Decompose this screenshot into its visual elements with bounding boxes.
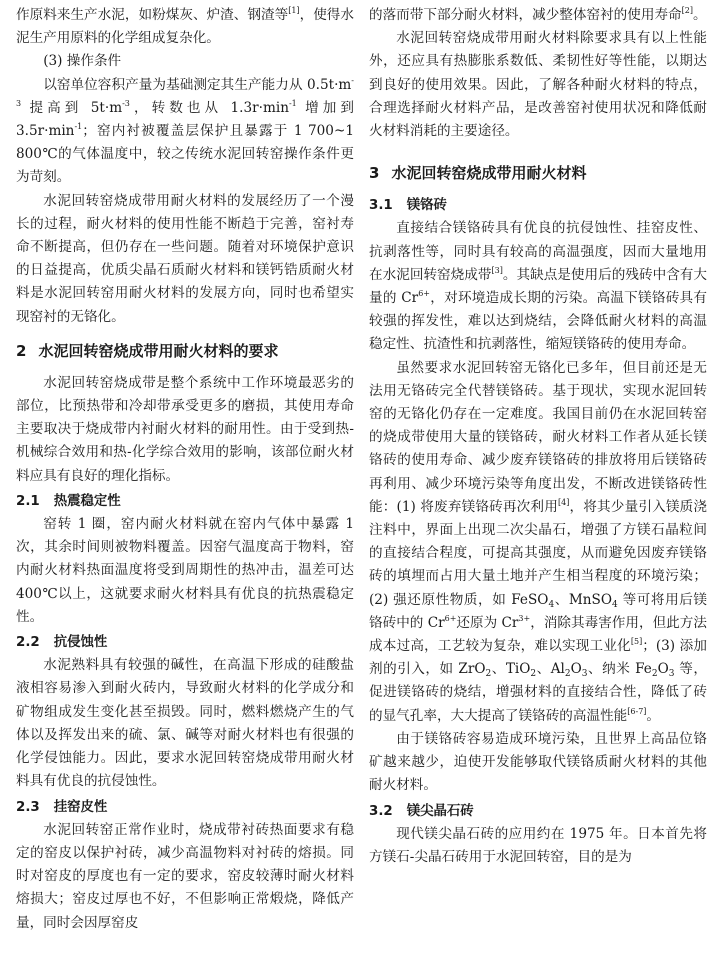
superscript: [1] bbox=[288, 6, 300, 15]
section-title: 镁铬砖 bbox=[406, 198, 447, 214]
paragraph-continued: 的落而带下部分耐火材料，减少整体窑衬的使用寿命[2]。 bbox=[369, 6, 707, 23]
section-number: 2 bbox=[16, 341, 27, 360]
subscript: 2 bbox=[564, 669, 571, 680]
section-title: 挂窑皮性 bbox=[53, 799, 108, 815]
section-number: 2.3 bbox=[16, 799, 40, 815]
paragraph-development: 水泥回转窑烧成带用耐火材料的发展经历了一个漫长的过程，耐火材料的使用性能不断趋于完善，窑衬寿命不断提高，但仍存在一些问题。随着对环境保护意识的日益提高，优质尖晶石质耐火材料和镁钙锆质耐火材料是水泥回转窑用耐火材料的发展方向，同时也希望实现窑衬的无铬化。 bbox=[16, 192, 354, 325]
superscript: -1 bbox=[288, 98, 297, 108]
superscript: -3 bbox=[16, 75, 354, 108]
right-column bbox=[369, 4, 707, 869]
section-title: 热震稳定性 bbox=[53, 493, 121, 509]
paragraph-section-3-1: 直接结合镁铬砖具有优良的抗侵蚀性、挂窑皮性、抗剥落性等，同时具有较高的高温强度，因而大量地用在水泥回转窑烧成带[3]。其缺点是使用后的残砖中含有大量的 $Cr^{6+}$，对环境造成长期的污染。高温下镁铬砖具有较强的挥发性，难以达到烧结，会降低耐火材料的高温稳定性、抗渣性和抗剥落性，缩短镁铬砖的使用寿命。 bbox=[369, 220, 708, 353]
section-title: 抗侵蚀性 bbox=[53, 635, 108, 651]
subscript: 4 bbox=[612, 599, 618, 610]
superscript: [6-7] bbox=[627, 706, 647, 716]
section-title: 镁尖晶石砖 bbox=[406, 803, 474, 819]
superscript: 6+ bbox=[418, 289, 430, 299]
section-3-1-heading bbox=[369, 194, 707, 217]
section-number: 3.1 bbox=[369, 198, 393, 214]
item-3-title: (3) 操作条件 bbox=[43, 53, 122, 70]
section-number: 3 bbox=[369, 164, 380, 183]
subscript: 3 bbox=[581, 669, 588, 680]
section-title: 水泥回转窑烧成带用耐火材料的要求 bbox=[38, 341, 279, 360]
paragraph-operation-conditions: 以窑单位容积产量为基础测定其生产能力从 $0.5t\cdot m^{-3}$ 提高到 $5t\cdot m^{-3}$，转数也从 $1.3r\cdot\min^{-1}$ 增加到 $3.5r\cdot\min^{-1}$；窑内衬被覆盖层保护且暴露于 1 700~1 800℃的气体温度中，较之传统水泥回转窑操作条件更为苛刻。 bbox=[16, 75, 354, 186]
subscript: 3 bbox=[668, 669, 675, 680]
section-title: 水泥回转窑烧成带用耐火材料 bbox=[391, 164, 587, 183]
section-2-2-heading bbox=[16, 631, 354, 654]
section-3-heading bbox=[369, 161, 707, 185]
paragraph-section-2: 水泥回转窑烧成带是整个系统中工作环境最恶劣的部位，比预热带和冷却带承受更多的磨损，其使用寿命主要取决于烧成带内衬耐火材料的耐用性。由于受到热-机械综合效用和热-化学综合效用的影响，该部位耐火材料应具有良好的理化指标。 bbox=[16, 374, 354, 484]
paragraph-section-2-1: 窑转 1 圈，窑内耐火材料就在窑内气体中暴露 1 次，其余时间则被物料覆盖。因窑气温度高于物料，窑内耐火材料热面温度将受到周期性的热冲击，温差可达 400℃以上，这就要求耐火材料具有优良的抗热震稳定性。 bbox=[16, 516, 354, 625]
paragraph-requirements: 水泥回转窑烧成带用耐火材料除要求具有以上性能外，还应具有热膨胀系数低、柔韧性好等性能，以期达到良好的使用效果。因此，了解各种耐火材料的特点，合理选择耐火材料产品，是改善窑衬使用状况和降低耐火材料消耗的主要途径。 bbox=[369, 30, 707, 140]
paragraph-section-3-1-c: 由于镁铬砖容易造成环境污染，且世界上高品位铬矿越来越少，迫使开发能够取代镁铬质耐火材料的其他耐火材料。 bbox=[369, 730, 707, 794]
paragraph-intro: 作原料来生产水泥，如粉煤灰、炉渣、钢渣等[1]，使得水泥生产用原料的化学组成复杂化。 bbox=[16, 6, 355, 47]
superscript: -1 bbox=[74, 122, 83, 132]
superscript: [5] bbox=[630, 637, 643, 647]
superscript: 6+ bbox=[444, 613, 457, 623]
superscript: 3+ bbox=[518, 613, 531, 623]
section-number: 2.2 bbox=[16, 635, 40, 651]
paragraph-section-2-2: 水泥熟料具有较强的碱性，在高温下形成的硅酸盐液相容易渗入到耐火砖内，导致耐火材料的化学成分和矿物组成发生变化甚至损毁。同时，燃料燃烧产生的气体以及挥发出来的硫、氯、碱等对耐火材料也有很强的化学侵蚀能力。因此，要求水泥回转窑烧成带用耐火材料具有优良的抗侵蚀性。 bbox=[16, 657, 354, 790]
section-number: 2.1 bbox=[16, 493, 40, 509]
paragraph-section-2-3: 水泥回转窑正常作业时，烧成带衬砖热面要求有稳定的窑皮以保护衬砖，减少高温物料对衬砖的熔损。同时对窑皮的厚度也有一定的要求，窑皮较薄时耐火材料熔损大；窑皮过厚也不好，不但影响正常煅烧，降低产量，同时会因厚窑皮 bbox=[16, 821, 354, 931]
section-number: 3.2 bbox=[369, 803, 393, 819]
section-3-2-heading bbox=[369, 800, 707, 823]
superscript: -3 bbox=[122, 98, 130, 108]
subscript: 2 bbox=[530, 669, 537, 680]
subscript: 2 bbox=[651, 669, 658, 680]
section-2-3-heading bbox=[16, 796, 354, 819]
superscript: [2] bbox=[681, 6, 693, 15]
subscript: 4 bbox=[548, 599, 555, 610]
section-2-heading bbox=[16, 339, 354, 363]
paragraph-section-3-2: 现代镁尖晶石砖的应用约在 1975 年。日本首先将方镁石-尖晶石砖用于水泥回转窑，目的是为 bbox=[369, 825, 707, 865]
subscript: 2 bbox=[485, 669, 492, 680]
section-2-1-heading bbox=[16, 490, 354, 513]
paragraph-section-3-1-b: 虽然要求水泥回转窑无铬化已多年，但目前还是无法用无铬砖完全代替镁铬砖。基于现状，实现水泥回转窑的无铬化仍存在一定难度。我国目前仍在水泥回转窑的烧成带使用大量的镁铬砖，耐火材料工作者从延长镁铬砖的使用寿命、减少废弃镁铬砖的排放将用后镁铬砖再利用、减少环境污染等角度出发，不断改进镁铬砖性能：(1) 将废弃镁铬砖再次利用[4]，将其少量引入镁质浇注料中，界面上出现二次尖晶石，增强了方镁石晶粒间的直接结合程度，可提高其强度，从而避免因废弃镁铬砖的填埋而占用大量土地并产生相当程度的环境污染；(2) 强还原性物质，如 FeSO$_4$、MnSO$_4$ 等可将用后镁铬砖中的 $Cr^{6+}$还原为 $Cr^{3+}$，消除其毒害作用，但此方法成本过高，工艺较为复杂，难以实现工业化[5]；(3) 添加剂的引入，如 ZrO$_2$、TiO$_2$、$Al_2O_3$、纳米 $Fe_2O_3$ 等，促进镁铬砖的烧结，增强材料的直接结合性，降低了砖的显气孔率，大大提高了镁铬砖的高温性能[6-7]。 bbox=[369, 359, 708, 724]
superscript: [3] bbox=[491, 265, 503, 275]
left-column bbox=[16, 4, 354, 935]
superscript: [4] bbox=[557, 497, 570, 507]
